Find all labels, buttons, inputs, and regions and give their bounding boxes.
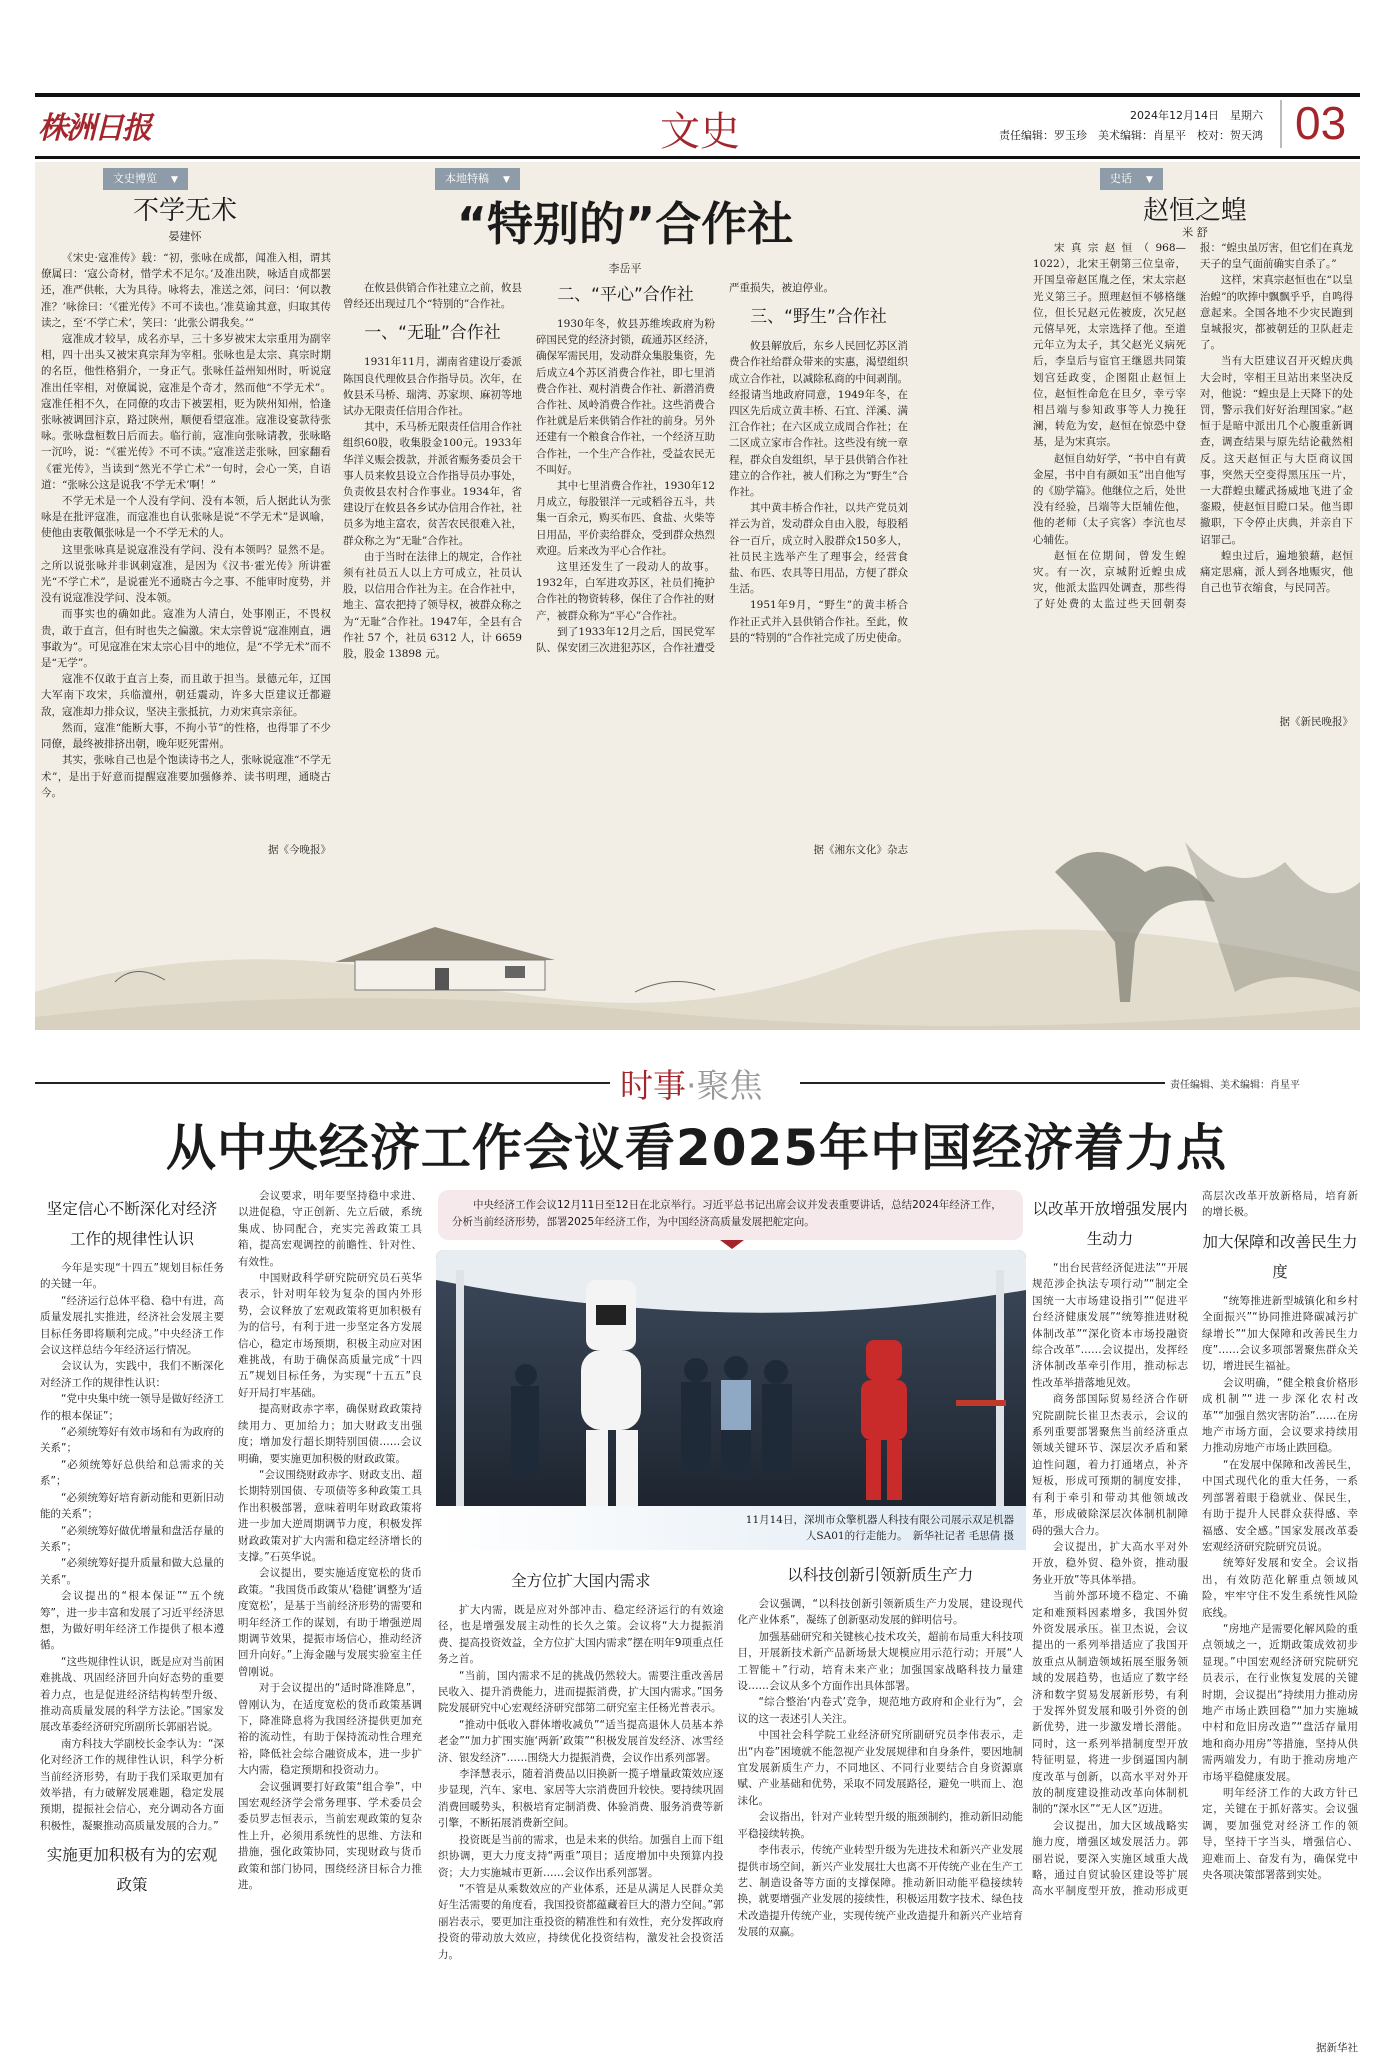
paragraph: “在发展中保障和改善民生，中国式现代化的重大任务，一系列部署着眼于稳就业、保民生，有助于提升人民群众获得感、幸福感、安全感。”国家发展改革委宏观经济研究院研究员说。	[1202, 1458, 1358, 1553]
paragraph: “必须统筹好总供给和总需求的关系”；	[40, 1458, 224, 1488]
paragraph: 会议强调要打好政策“组合拳”，中国宏观经济学会常务理事、学术委员会委员罗志恒表示，当前宏观政策的复杂性上升，必须用系统性的思维、方法和措施，强化政策协同，实现财政与货币政策和部门协同，围绕经济目标合力推进。	[238, 1780, 422, 1892]
paragraph: 1930年冬，攸县苏维埃政府为粉碎国民党的经济封锁，疏通苏区经济，确保军需民用，发动群众集股集资，先后成立4个苏区消费合作社，即七里消费合作社、观村消费合作社、新潜消费合作社、凤岭消费合作社。这些消费合作社就是后来供销合作社的前身。另外还建有一个粮食合作社，一个经济互助合作社，一个生产合作社，受益农民无不叫好。	[536, 318, 715, 476]
paragraph: 当有大臣建议召开灭蝗庆典大会时，宰相王旦站出来坚决反对，他说：“蝗虫是上天降下的处罚，警示我们好好治理国家。”赵恒于是暗中派出几个心腹重新调查，调查结果与原先结论截然相反。这天赵恒正与大臣商议国事，突然天空变得黑压压一片，一大群蝗虫耀武扬威地飞进了金銮殿，使赵恒目瞪口呆。他当即撤职，下令停止庆典，并亲自下诏罪己。	[1200, 355, 1353, 546]
banner-label-red: 时事	[620, 1066, 686, 1105]
paragraph: 攸县解放后，东乡人民回忆苏区消费合作社给群众带来的实惠，渴望组织成立合作社，以减除私商的中间剥削。经报请当地政府同意，1949年冬，在四区先后成立黄丰桥、石宜、洋溪、满江合作社；在六区成立成周合作社；在二区成立家市合作社。这些没有统一章程，群众自发组织，早于县供销合作社建立的合作社，被人们称之为“野生”合作社。	[729, 340, 908, 499]
article-source: 据《新民晚报》	[1279, 716, 1353, 728]
paragraph: “综合整治‘内卷式’竞争，规范地方政府和企业行为”，会议的这一表述引人关注。	[737, 1696, 1023, 1725]
main-headline: 从中央经济工作会议看2025年中国经济着力点	[165, 1119, 1228, 1177]
article-author: 李岳平	[608, 262, 642, 275]
paragraph: “不管是从乘数效应的产业体系，还是从满足人民群众美好生活需要的角度看，我国投资都蕴藏着巨大的潜力空间。”郭丽岩表示，要更加注重投资的精准性和有效性，充分发挥政府投资的带动放大效应，持续优化投资结构，激发社会投资活力。	[438, 1882, 724, 1961]
news-right-column	[1032, 1188, 1358, 2038]
masthead-rule	[35, 156, 1360, 159]
editor-credits: 责任编辑：罗玉珍 美术编辑：肖星平 校对：贺天鸿	[999, 129, 1263, 142]
editor-credits: 责任编辑、美术编辑：肖星平	[1170, 1080, 1300, 1091]
paragraph: 加强基础研究和关键核心技术攻关，超前布局重大科技项目，开展新技术新产品新场景大规模应用示范行动；开展“人工智能＋”行动，培育未来产业；加强国家战略科技力量建设……会议从多个方面作出具体部署。	[737, 1630, 1023, 1693]
paragraph: 会议强调，“以科技创新引领新质生产力发展，建设现代化产业体系”，凝练了创新驱动发展的鲜明信号。	[737, 1598, 1023, 1627]
triangle-down-icon: ▼	[1146, 175, 1153, 185]
issue-date: 2024年12月14日 星期六	[1130, 109, 1263, 122]
subheading: 实施更加积极有为的宏观政策	[46, 1846, 218, 1895]
paragraph: 对于会议提出的“适时降准降息”，曾刚认为，在适度宽松的货币政策基调下，降准降息将为我国经济提供更加充裕的流动性，有助于保持流动性合理充裕，降低社会综合融资成本，进一步扩大内需，稳定预期和投资动力。	[238, 1682, 422, 1777]
tag-label: 史话	[1110, 172, 1132, 185]
paragraph: 会议提出，加大区域战略实施力度，增强区域发展活力。郭丽岩说，要深入实施区域重大战略，通过自贸试验区建设等扩展高水平制度型开放，推动形成更高层次改革开放新格局，培育新的增长极。	[1032, 1190, 1358, 1898]
article-body	[1033, 240, 1353, 710]
paragraph: 寇准成才较早，成名亦早，三十多岁被宋太宗重用为副宰相，四十出头又被宋真宗拜为宰相。张咏也是太宗、真宗时期的名臣，他性格狷介，一身正气。张咏任益州知州时，听说寇准出任宰相，对僚属说，寇准是个奇才，然而他“不学无术”。寇准任相不久，在同僚的攻击下被罢相，贬为陕州知州，恰逢张咏被调回汴京，路过陕州，顺便看望寇准。寇准设宴款待张咏。张咏盘桓数日后而去。临行前，寇准向张咏请教，张咏略一沉吟，说：“《霍光传》不可不读。”寇准送走张咏，回家翻看《霍光传》，当读到“然光不学亡术”一句时，会心一笑，自语道：“张咏公这是说我‘不学无术’啊！”	[41, 333, 331, 491]
article-title: 不学无术	[132, 196, 237, 226]
article-author: 晏建怀	[168, 230, 202, 243]
paragraph: 这样，宋真宗赵恒也在“以皇治蝗”的吹捧中飘飘乎乎，自鸣得意起来。全国各地不少灾民跑到皇城报灾，都被朝廷的卫队赶走了。	[1200, 274, 1353, 352]
paragraph: 会议明确，“健全粮食价格形成机制”“进一步深化农村改革”“加强自然灾害防治”……在房地产市场方面，会议要求持续用力推动房地产市场止跌回稳。	[1202, 1376, 1358, 1455]
paragraph: 提高财政赤字率，确保财政政策持续用力、更加给力；加大财政支出强度；增加发行超长期特别国债……会议明确，要实施更加积极的财政政策。	[238, 1403, 422, 1465]
paragraph: “当前，国内需求不足的挑战仍然较大。需要注重改善居民收入、提升消费能力，进而提振消费，扩大国内需求。”国务院发展研究中心宏观经济研究部第二研究室主任杨光普表示。	[438, 1669, 724, 1715]
paragraph: “必须统筹好有效市场和有为政府的关系”；	[40, 1426, 224, 1455]
paragraph: 会议提出的“根本保证”“五个统筹”，进一步丰富和发展了习近平经济思想，为做好明年经济工作提供了根本遵循。	[40, 1590, 224, 1652]
paragraph: 由于当时在法律上的规定，合作社须有社员五人以上方可成立，社员认股，以信用合作社为主。在合作社中，地主、富农把持了领导权，被群众称之为“无耻”合作社。1947年，全县有合作社 57 个，社员 6312 人，计 6659 股，股金 13898 元。	[343, 550, 522, 661]
paragraph: 统筹好发展和安全。会议指出，有效防范化解重点领域风险，牢牢守住不发生系统性风险底线。	[1202, 1557, 1358, 1619]
paragraph: 投资既是当前的需求，也是未来的供给。加强自上而下组织协调，更大力度支持“两重”项目；适度增加中央预算内投资；大力实施城市更新……会议作出系列部署。	[438, 1833, 724, 1879]
subheading: 以改革开放增强发展内生动力	[1032, 1200, 1188, 1248]
divider	[1280, 100, 1282, 148]
summary-box: 中央经济工作会议12月11日至12日在北京举行。习近平总书记出席会议并发表重要讲话，总结2024年经济工作，分析当前经济形势，部署2025年经济工作，为中国经济高质量发展把舵定向。	[438, 1190, 1023, 1240]
paragraph: 会议提出，扩大高水平对外开放，稳外贸、稳外资，推动服务业开放”等具体举措。	[1032, 1540, 1188, 1586]
article-title: 赵恒之蝗	[1142, 196, 1247, 226]
paragraph: “统筹推进新型城镇化和乡村全面振兴”“协同推进降碳减污扩绿增长”“加大保障和改善民生力度”……会议多项部署聚焦群众关切，增进民生福祉。	[1202, 1294, 1358, 1373]
paragraph: 其中黄丰桥合作社，以共产党员刘祥云为首，发动群众自由入股，每股稻谷一百斤，成立时入股群众150多人，社员民主选举产生了理事会，经营食盐、布匹、农具等日用品，方便了群众生活。	[729, 502, 908, 596]
tag-label: 本地特稿	[445, 172, 489, 185]
paragraph: “党中央集中统一领导是做好经济工作的根本保证”；	[40, 1393, 224, 1422]
article-source: 据《湘东文化》杂志	[813, 844, 908, 856]
robot-exhibition-photo	[436, 1250, 1026, 1506]
paragraph: 李伟表示，传统产业转型升级为先进技术和新兴产业发展提供市场空间，新兴产业发展壮大也离不开传统产业在生产工艺、制造设备等方面的支撑保障。推动新旧动能平稳接续转换，就要增强产业发展的接续性，积极运用数字技术、绿色技术改造提升传统产业，实现传统产业改造提升和新兴产业培育发展的双赢。	[737, 1844, 1023, 1939]
subheading: 以科技创新引领新质生产力	[787, 1566, 974, 1584]
article-body	[41, 250, 331, 840]
tag-label: 文史博览	[113, 172, 157, 185]
paragraph: 1951年9月，“野生”的黄丰桥合作社正式并入县供销合作社。至此，攸县的“特别的”合作社完成了历史使命。	[729, 599, 908, 644]
paragraph: 扩大内需，既是应对外部冲击、稳定经济运行的有效途径，也是增强发展主动性的长久之策。会议将“大力提振消费、提高投资效益，全方位扩大国内需求”摆在明年9项重点任务之首。	[438, 1604, 724, 1666]
news-left-column	[40, 1188, 422, 2058]
subheading: 三、“野生”合作社	[750, 307, 887, 328]
section-title: 文史	[660, 109, 740, 155]
newspaper-logo: 株洲日报	[38, 111, 150, 146]
paragraph: 商务部国际贸易经济合作研究院副院长崔卫杰表示，会议的系列重要部署聚焦当前经济重点领域关键环节、深层次矛盾和紧迫性问题，着力打通堵点，补齐短板，形成可预期的制度安排，有利于牵引和带动其他领域改革，形成破除深层次体制机制障碍的强大合力。	[1032, 1393, 1188, 1537]
paragraph: “经济运行总体平稳、稳中有进，高质量发展扎实推进，经济社会发展主要目标任务即将顺利完成。”中央经济工作会议这样总结今年经济运行情况。	[40, 1294, 224, 1357]
paragraph: 而事实也的确如此。寇准为人清白，处事刚正，不畏权贵，敢于直言，但有时也失之偏激。宋太宗曾说“寇准刚直，遇事敢为”。可见寇准在宋太宗心目中的地位，是“不学无术”而不是“无学”。	[41, 608, 331, 670]
paragraph: 李泽慧表示，随着消费品以旧换新一揽子增量政策效应逐步显现，汽车、家电、家居等大宗消费回升较快。要持续巩固消费回暖势头，积极培育定制消费、体验消费、服务消费等新引擎，不断拓展消费新空间。	[438, 1768, 724, 1830]
paragraph: 南方科技大学副校长金李认为：“深化对经济工作的规律性认识，科学分析当前经济形势，有助于我们采取更加有效举措，有力破解发展难题，稳定发展预期，提振社会信心，充分调动各方面积极性，凝聚推动高质量发展的合力。”	[40, 1737, 224, 1832]
paragraph: “必须统筹好提升质量和做大总量的关系”。	[40, 1557, 224, 1586]
culture-history-panel	[35, 162, 1360, 1030]
paragraph: 会议认为，实践中，我们不断深化对经济工作的规律性认识：	[40, 1360, 224, 1389]
paragraph: 会议提出，要实施适度宽松的货币政策。“我国货币政策从‘稳健’调整为‘适度宽松’，是基于当前经济形势的需要和明年经济工作的谋划，有助于增强逆周期调节效果，提振市场信心，推动经济回升向好。”上海金融与发展实验室主任曾刚说。	[238, 1567, 422, 1678]
paragraph: 会议要求，明年要坚持稳中求进、以进促稳，守正创新、先立后破，系统集成、协同配合，充实完善政策工具箱，提高宏观调控的前瞻性、针对性、有效性。	[238, 1190, 422, 1268]
paragraph: 1931年11月，湖南省建设厅委派陈国良代理攸县合作指导员。次年，在攸县禾马桥、瑞湾、苏家坝、麻初等地试办无限责任信用合作社。	[343, 356, 522, 418]
paragraph: 然而，寇准“能断大事，不拘小节”的性格，也得罪了不少同僚，最终被排挤出朝，晚年贬死雷州。	[41, 721, 331, 751]
paragraph: 蝗虫过后，遍地狼藉，赵恒痛定思痛，派人到各地赈灾，他自己也节衣缩食，与民同苦。	[1200, 549, 1353, 595]
paragraph: 中国财政科学研究院研究员石英华表示，针对明年较为复杂的国内外形势，会议释放了宏观政策将更加积极有为的信号，有利于进一步坚定各方发展信心，稳定市场预期，积极主动应对困难挑战，有助于确保高质量完成“十四五”规划目标任务，为实现“十五五”良好开局打牢基础。	[238, 1272, 422, 1399]
banner-dot: ·	[686, 1066, 697, 1105]
news-middle-column	[438, 1560, 1023, 2060]
article-author: 米 舒	[1182, 226, 1208, 239]
triangle-down-icon: ▼	[503, 175, 510, 185]
paragraph: 这里还发生了一段动人的故事。1932年，白军进攻苏区，社员们掩护合作社的物资转移，保住了合作社的财产，被群众称为“平心”合作社。	[536, 561, 715, 622]
photo-caption: 11月14日，深圳市众擎机器人科技有限公司展示双足机器人SA01的行走能力。 新华社记者 毛思倩 摄	[436, 1506, 1026, 1550]
article-body	[343, 280, 908, 840]
news-photo-robots	[436, 1250, 1026, 1506]
column-tag-local	[435, 168, 520, 190]
arrow-down-icon	[720, 1240, 744, 1249]
paragraph: “出台民营经济促进法”“开展规范涉企执法专项行动”“制定全国统一大市场建设指引”“促进平台经济健康发展”“统筹推进财税体制改革”“深化资本市场投融资综合改革”……会议提出，发挥经济体制改革牵引作用，推动标志性改革举措落地见效。	[1032, 1262, 1188, 1389]
paragraph: 中国社会科学院工业经济研究所副研究员李伟表示，走出“内卷”困境就不能忽视产业发展规律和自身条件，要因地制宜发展新质生产力，不同地区、不同行业要结合自身资源禀赋、产业基础和优势，采取不同发展路径，避免一哄而上、泡沫化。	[737, 1729, 1023, 1807]
paragraph: 明年经济工作的大政方针已定，关键在于抓好落实。会议强调，要加强党对经济工作的领导，坚持干字当头，增强信心、迎难而上、奋发有为，确保党中央各项决策部署落到实处。	[1202, 1787, 1358, 1882]
paragraph: “会议围绕财政赤字、财政支出、超长期特别国债、专项债等多种政策工具作出积极部署，意味着明年财政政策将进一步加大逆周期调节力度，积极发挥财政政策对扩大内需和稳定经济增长的支撑。”石英华说。	[238, 1468, 422, 1563]
top-rule	[35, 93, 1360, 97]
paragraph: “推动中低收入群体增收减负”“适当提高退休人员基本养老金”“加力扩围实施‘两新’政策”“积极发展首发经济、冰雪经济、银发经济”……围绕大力提振消费，会议作出系列部署。	[438, 1718, 724, 1764]
banner-label-grey: 聚焦	[696, 1066, 763, 1105]
page-number: 03	[1295, 97, 1347, 149]
paragraph: 寇准不仅敢于直言上奏，而且敢于担当。景德元年，辽国大军南下攻宋，兵临澶州，朝廷震动，许多大臣建议迁都避敌，寇准却力排众议，坚决主张抵抗，力劝宋真宗亲征。	[41, 673, 331, 718]
subheading: 坚定信心不断深化对经济工作的规律性认识	[46, 1200, 218, 1248]
paragraph: 会议指出，针对产业转型升级的瓶颈制约，推动新旧动能平稳接续转换。	[737, 1811, 1023, 1840]
paragraph: “必须统筹好培育新动能和更新旧动能的关系”；	[40, 1491, 224, 1521]
paragraph: 不学无术是一个人没有学问、没有本领，后人据此认为张咏是在批评寇准，而寇准也自认张咏是说“不学无术”是讽喻，使他由衷敬佩张咏是一个不学无术的人。	[41, 495, 331, 540]
article-title: “特别的”合作社	[456, 197, 794, 251]
paragraph: 宋真宗赵恒（968—1022），北宋王朝第三位皇帝，开国皇帝赵匡胤之侄，宋太宗赵光义第三子。照理赵恒不够格继位，但长兄赵元佐被废，次兄赵元僖早死，太宗选择了他。至道元年立为太子，其父赵光义病死后，李皇后与宦官王继恩共同策划宫廷政变，企图阻止赵恒上位，赵恒性命危在旦夕，幸亏宰相吕端与参知政事等人力挽狂澜，转危为安，赵恒在惊恐中登基，是为宋真宗。	[1033, 242, 1186, 449]
masthead-meta	[999, 106, 1263, 146]
paragraph: 其中，禾马桥无限责任信用合作社组织60股，收集股金100元。1933年华洋义赈会拨款，并派省赈务委员会干事人员来攸县设立合作指导员办事处，负责攸县农村合作事业。1934年，省建设厅在攸县各乡试办信用合作社，社员多为地主富农，贫苦农民很难入社，群众称之为“无耻”合作社。	[343, 421, 522, 547]
paragraph: 其实，张咏自己也是个饱读诗书之人，张咏说寇准“不学无术”，是出于好意而提醒寇准要加强修养、读书明理，通晓古今。	[41, 754, 331, 799]
divider	[35, 1082, 610, 1084]
paragraph: 在攸县供销合作社建立之前，攸县曾经还出现过几个“特别的”合作社。	[343, 282, 522, 311]
article-source: 据《今晚报》	[268, 844, 331, 856]
subheading: 加大保障和改善民生力度	[1202, 1232, 1358, 1281]
divider	[800, 1082, 1165, 1084]
paragraph: 《宋史·寇准传》载：“初，张咏在成都，闻准入相，谓其僚属曰：‘寇公奇材，惜学术不足尔。’及准出陕，咏适自成都罢还，准严供帐，大为具待。咏将去，准送之郊，问曰：‘何以教准？’咏徐曰：‘《霍光传》不可不读也。’准莫谕其意，归取其传读之，至‘不学亡术’，笑曰：‘此张公谓我矣。’”	[41, 252, 331, 329]
column-tag-history	[1100, 168, 1163, 190]
paragraph: “这些规律性认识，既是应对当前困难挑战、巩固经济回升向好态势的重要着力点，也是促进经济结构转型升级、推动高质量发展的科学方法论。”国家发展改革委经济研究所副所长郭丽岩说。	[40, 1655, 224, 1734]
paragraph: 这里张咏真是说寇准没有学问、没有本领吗？显然不是。之所以说张咏并非讽刺寇准，是因为《汉书·霍光传》所讲霍光“不学亡术”，是说霍光不通晓古今之事、不能审时度势，并没有说寇准没学问、没本领。	[41, 543, 331, 605]
paragraph: 今年是实现“十四五”规划目标任务的关键一年。	[40, 1262, 224, 1291]
section-banner	[620, 1060, 763, 1107]
paragraph: “必须统筹好做优增量和盘活存量的关系”；	[40, 1524, 224, 1553]
paragraph: 当前外部环境不稳定、不确定和难预料因素增多，我国外贸外资发展承压。崔卫杰说，会议提出的一系列举措适应了我国开放重点从制造领域拓展至服务领域的发展趋势，也适应了数字经济和数字贸易发展新形势，有利于发挥外贸发展和吸引外资的创新优势，进一步激发增长潜能。同时，这一系列举措制度型开放特征明显，将进一步倒逼国内制度改革与创新，以高水平对外开放的制度建设推动改革向体制机制的“深水区”“无人区”迈进。	[1032, 1590, 1188, 1816]
ink-landscape-illustration	[35, 842, 1360, 1030]
paragraph: 到了1933年12月之后，国民党军队、保安团三次进犯苏区，合作社遭受严重损失，被迫停业。	[536, 282, 834, 655]
column-tag-wenshi	[103, 168, 188, 190]
triangle-down-icon: ▼	[171, 175, 178, 185]
subheading: 全方位扩大国内需求	[510, 1572, 651, 1590]
paragraph: 其中七里消费合作社，1930年12月成立，每股银洋一元或稻谷五斗，共集一百余元，购买布匹、食盐、火柴等日用品，平价卖给群众，受到群众热烈欢迎。后来改为平心合作社。	[536, 480, 715, 557]
paragraph: 赵恒在位期间，曾发生蝗灾。有一次，京城附近蝗虫成灾，他派太监四处调查，那些得了好处费的太监过些天回朝奏报：“蝗虫虽厉害，但它们在真龙天子的皇气面前确实自杀了。”	[1033, 242, 1353, 611]
paragraph: “房地产是需要化解风险的重点领域之一，近期政策成效初步显现。”中国宏观经济研究院研究员表示，在行业恢复发展的关键时期，会议提出“持续用力推动房地产市场止跌回稳”“加力实施城中村和危旧房改造”“盘活存量用地和商办用房”等措施，坚持从供需两端发力，有助于推动房地产市场平稳健康发展。	[1202, 1622, 1358, 1783]
news-source: 据新华社	[1316, 2042, 1358, 2054]
subheading: 一、“无耻”合作社	[364, 323, 501, 344]
paragraph: 赵恒自幼好学，“书中自有黄金屋，书中自有颜如玉”出自他写的《励学篇》。他继位之后，处世没有经验，吕端等大臣辅佐他，他的老师（太子宾客）李沆也尽心辅佐。	[1033, 452, 1186, 546]
subheading: 二、“平心”合作社	[557, 285, 694, 305]
